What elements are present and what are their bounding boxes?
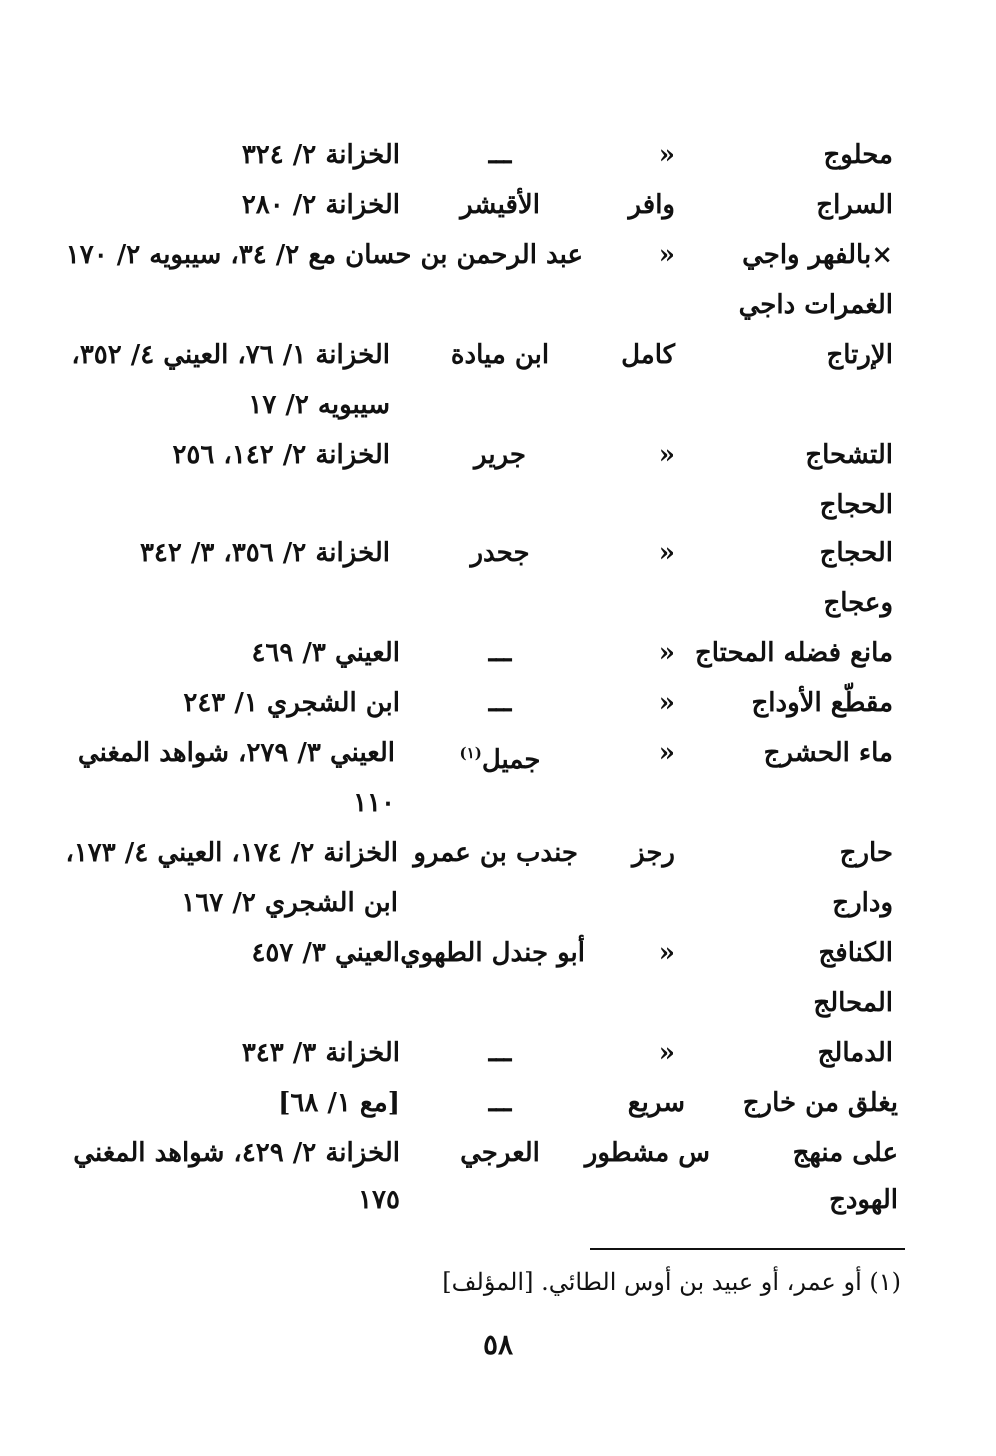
rhyme-cell: الحجاج: [819, 490, 893, 520]
table-row: [0, 978, 996, 1028]
rhyme-cell: الهودج: [829, 1185, 898, 1215]
meter-cell: «: [658, 240, 675, 270]
table-row: [0, 1128, 996, 1178]
table-row: [0, 878, 996, 928]
source-cell: الخزانة ٢/ ٣٥٦، ٣/ ٣٤٢: [139, 538, 390, 568]
table-row: [0, 230, 996, 280]
poet-cell: ابن ميادة: [450, 340, 550, 370]
poet-cell: جحدر: [470, 538, 530, 568]
table-row: [0, 928, 996, 978]
rhyme-cell: ودارج: [832, 888, 893, 918]
meter-cell: «: [658, 738, 675, 768]
poet-cell: أبو جندل الطهوي: [400, 938, 585, 968]
footnote-marker: (١): [459, 744, 482, 762]
table-row: [0, 1175, 996, 1225]
table-row: [0, 280, 996, 330]
meter-cell: «: [658, 638, 675, 668]
footnote-divider: [590, 1248, 905, 1250]
meter-cell: كامل: [621, 340, 675, 370]
meter-cell: رجز: [632, 838, 675, 868]
poet-name: جميل: [481, 745, 541, 775]
table-row: [0, 180, 996, 230]
source-cell: الخزانة ٣/ ٣٤٣: [241, 1038, 400, 1068]
source-cell: ١١٠: [353, 788, 395, 818]
rhyme-cell: الدمالج: [817, 1038, 893, 1068]
poet-cell: جندب بن عمرو: [413, 838, 578, 868]
rhyme-cell: الحجاج: [819, 538, 893, 568]
table-row: [0, 528, 996, 578]
table-row: [0, 130, 996, 180]
meter-cell: «: [658, 688, 675, 718]
rhyme-cell: مقطّع الأوداج: [751, 688, 893, 718]
poet-cell: جرير: [474, 440, 526, 470]
table-row: [0, 778, 996, 828]
poet-cell: ـــ: [488, 688, 512, 718]
poet-cell: ـــ: [488, 638, 512, 668]
source-cell: العيني ٣/ ٢٧٩، شواهد المغني: [77, 738, 395, 768]
table-row: [0, 430, 996, 480]
table-row: [0, 828, 996, 878]
source-cell: الخزانة ٢/ ١٤٢، ٢٥٦: [172, 440, 390, 470]
meter-cell: «: [658, 538, 675, 568]
rhyme-cell: السراج: [816, 190, 893, 220]
rhyme-cell: التشحاج: [805, 440, 893, 470]
rhyme-cell: ×بالفهر واجي: [742, 240, 893, 270]
source-cell: الخزانة ٢/ ٣٢٤: [241, 140, 400, 170]
table-row: [0, 678, 996, 728]
meter-cell: «: [658, 440, 675, 470]
table-row: [0, 1028, 996, 1078]
poet-cell: [390, 728, 610, 785]
source-cell: الخزانة ٢/ ٤٢٩، شواهد المغني: [73, 1138, 400, 1168]
source-cell: ١٧٥: [358, 1185, 400, 1215]
rhyme-cell: يغلق من خارج: [742, 1088, 898, 1118]
poet-cell: الأقيشر: [460, 190, 540, 220]
poet-cell: ـــ: [488, 140, 512, 170]
source-cell: [مع ١/ ٦٨]: [278, 1088, 400, 1118]
poet-cell: ـــ: [488, 1038, 512, 1068]
table-row: [0, 728, 996, 778]
rhyme-cell: الغمرات داجي: [738, 290, 893, 320]
table-row: [0, 628, 996, 678]
meter-cell: س مشطور: [584, 1138, 710, 1168]
source-cell: الخزانة ٢/ ١٧٤، العيني ٤/ ١٧٣،: [65, 838, 398, 868]
rhyme-cell: وعجاج: [823, 588, 893, 618]
meter-cell: «: [658, 140, 675, 170]
rhyme-cell: حارج: [839, 838, 893, 868]
source-cell: الخزانة ١/ ٧٦، العيني ٤/ ٣٥٢،: [71, 340, 390, 370]
rhyme-cell: المحالج: [813, 988, 893, 1018]
table-row: [0, 330, 996, 380]
source-cell: العيني ٣/ ٤٥٧: [251, 938, 400, 968]
rhyme-cell: ماء الحشرج: [763, 738, 893, 768]
footnote: (١) أو عمر، أو عبيد بن أوس الطائي. [المؤلف]: [442, 1268, 901, 1296]
poet-cell: العرجي: [460, 1138, 540, 1168]
source-cell: ابن الشجري ١/ ٢٤٣: [183, 688, 400, 718]
meter-cell: «: [658, 1038, 675, 1068]
meter-cell: وافر: [628, 190, 675, 220]
table-row: [0, 578, 996, 628]
meter-cell: «: [658, 938, 675, 968]
source-cell: ابن الشجري ٢/ ١٦٧: [181, 888, 398, 918]
table-row: [0, 380, 996, 430]
rhyme-cell: الكنافج: [818, 938, 893, 968]
page-number: ٥٨: [482, 1328, 514, 1361]
poet-cell: ـــ: [488, 1088, 512, 1118]
meter-cell: سريع: [627, 1088, 685, 1118]
rhyme-cell: على منهج: [792, 1138, 898, 1168]
source-cell: العيني ٣/ ٤٦٩: [251, 638, 400, 668]
source-cell: الخزانة ٢/ ٢٨٠: [241, 190, 400, 220]
source-cell: عبد الرحمن بن حسان مع ٢/ ٣٤، سيبويه ٢/ ١٧٠: [65, 240, 583, 270]
table-row: [0, 1078, 996, 1128]
rhyme-cell: مانع فضله المحتاج: [694, 638, 893, 668]
rhyme-cell: محلوج: [823, 140, 893, 170]
table-row: [0, 480, 996, 530]
source-cell: سيبويه ٢/ ١٧: [248, 390, 390, 420]
rhyme-cell: الإرتاج: [826, 340, 893, 370]
